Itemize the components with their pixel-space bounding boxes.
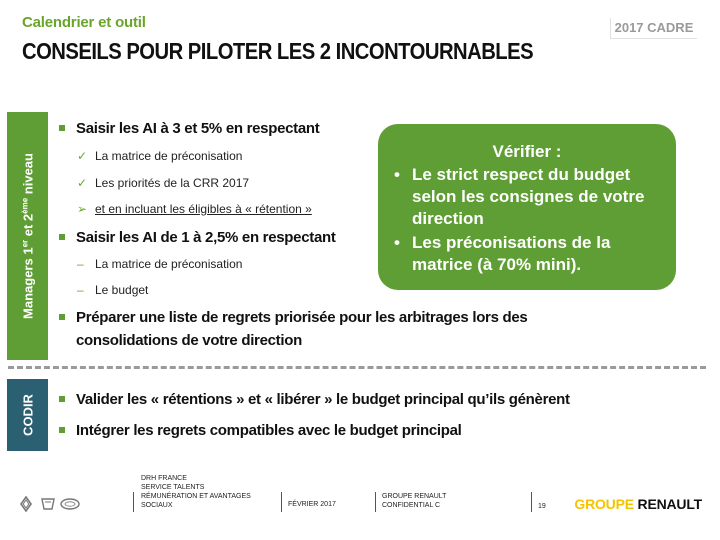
bullet-regrets: Préparer une liste de regrets priorisée pour les arbitrages lors des consolidations de votre direction — [76, 306, 527, 352]
samsung-logo-icon — [60, 496, 80, 512]
bullet-dot-icon: • — [394, 233, 400, 252]
callout-item: • Les préconisations de la matrice (à 70% mini). — [394, 233, 611, 274]
footer-separator — [531, 492, 532, 512]
bullet-saisir-3-5: Saisir les AI à 3 et 5% en respectant — [76, 117, 319, 140]
bullet-saisir-1-2-5: Saisir les AI de 1 à 2,5% en respectant — [76, 226, 336, 249]
footer-separator — [133, 492, 134, 512]
page-number: 19 — [538, 503, 546, 510]
brand-logo: GROUPE RENAULT — [574, 496, 702, 512]
section-subtitle: Calendrier et outil — [22, 14, 146, 31]
footer-separator — [281, 492, 282, 512]
codir-label: CODIR — [20, 394, 35, 436]
sub-item: – La matrice de préconisation — [77, 257, 243, 271]
bullet-square-icon — [59, 427, 65, 433]
header-tag: 2017 CADRE — [610, 18, 697, 39]
page-title: CONSEILS POUR PILOTER LES 2 INCONTOURNABLES — [22, 38, 534, 64]
bullet-square-icon — [59, 396, 65, 402]
section-divider — [8, 366, 706, 369]
footer-department: DRH FRANCE SERVICE TALENTS RÉMUNÉRATION ET AVANTAGES SOCIAUX — [141, 475, 251, 509]
renault-logo-icon — [18, 496, 34, 512]
sub-item: ✓ La matrice de préconisation — [77, 149, 243, 163]
verify-callout — [378, 124, 676, 290]
footer-date: FÉVRIER 2017 — [288, 501, 336, 508]
arrow-icon: ➢ — [77, 202, 88, 216]
callout-title: Vérifier : — [492, 142, 562, 161]
footer-org: GROUPE RENAULT CONFIDENTIAL C — [382, 493, 447, 509]
dash-icon: – — [77, 257, 84, 271]
check-icon: ✓ — [77, 176, 88, 190]
dacia-logo-icon — [40, 496, 56, 512]
callout-item: • Le strict respect du budget selon les consignes de votre direction — [394, 165, 645, 228]
managers-label: Managers 1er et 2ème niveau — [19, 153, 36, 319]
dash-icon: – — [77, 283, 84, 297]
bullet-dot-icon: • — [394, 165, 400, 184]
footer-separator — [375, 492, 376, 512]
bullet-square-icon — [59, 125, 65, 131]
sub-item: ➢ et en incluant les éligibles à « rétention » — [77, 202, 312, 216]
bullet-square-icon — [59, 234, 65, 240]
bullet-valider: Valider les « rétentions » et « libérer » le budget principal qu’ils génèrent — [76, 388, 570, 411]
bullet-square-icon — [59, 314, 65, 320]
managers-sidebar — [7, 112, 48, 360]
codir-sidebar — [7, 379, 48, 451]
check-icon: ✓ — [77, 149, 88, 163]
sub-item: ✓ Les priorités de la CRR 2017 — [77, 176, 250, 190]
sub-item: – Le budget — [77, 283, 149, 297]
bullet-integrer: Intégrer les regrets compatibles avec le budget principal — [76, 419, 462, 442]
